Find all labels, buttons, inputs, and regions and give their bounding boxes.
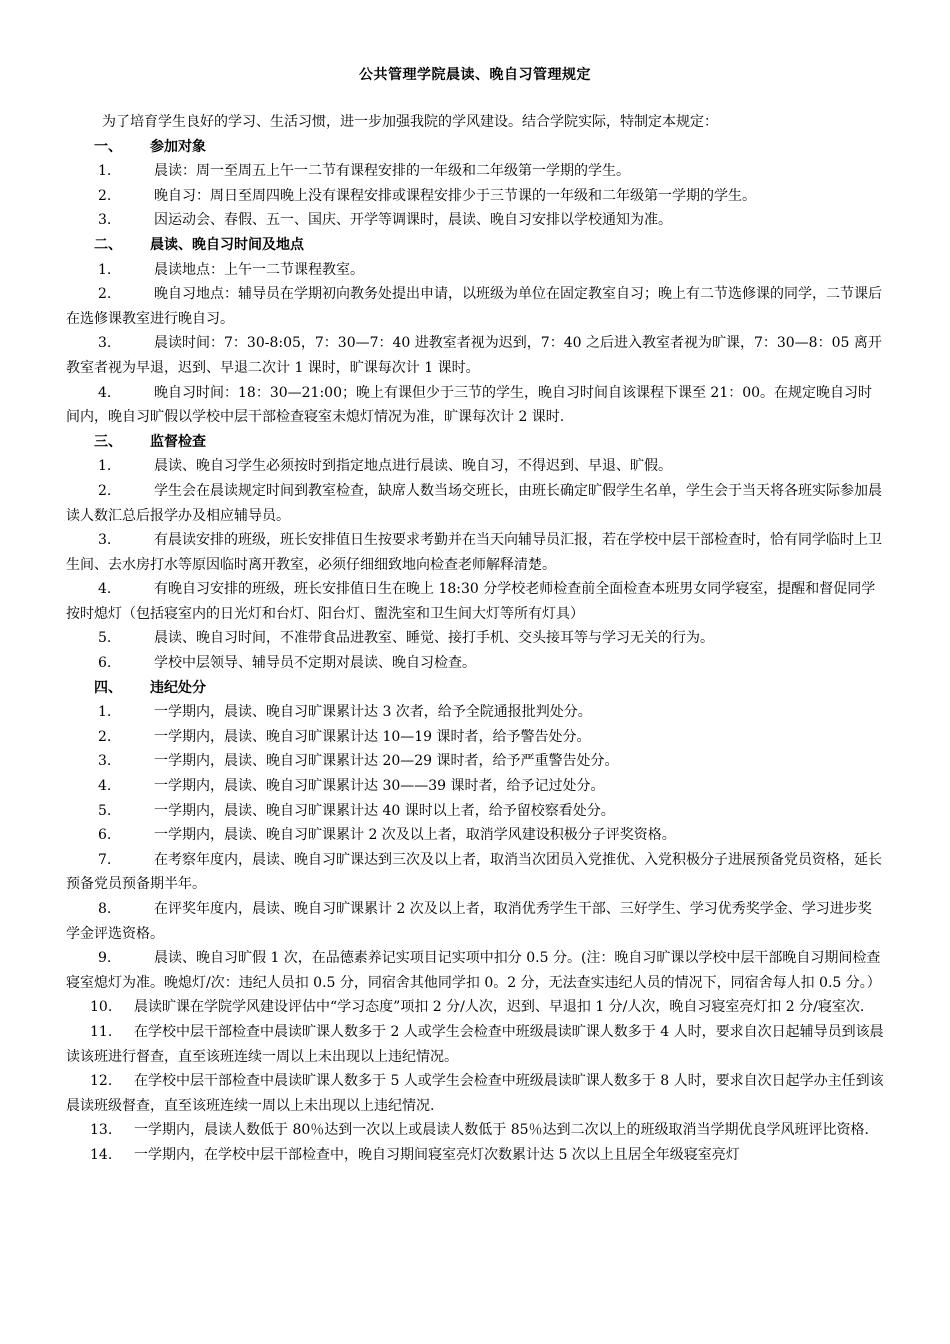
list-item	[66, 799, 884, 824]
list-item	[66, 626, 884, 651]
item-text: 晨读、晚自习旷假 1 次，在品德素养记实项目记实项中扣分 0.5 分。(注：晚自习旷课以学校中层干部晚自习期间检查寝室熄灯为准。晚熄灯/次：违纪人员扣 0.5 分，同宿舍其他同学扣 0。2 分，无法查实违纪人员的情况下，同宿舍每人扣 0.5 分。）	[66, 950, 881, 991]
intro-paragraph: 为了培育学生良好的学习、生活习惯，进一步加强我院的学风建设。结合学院实际，特制定本规定：	[102, 114, 718, 130]
section-title: 晨读、晚自习时间及地点	[150, 236, 304, 253]
item-text: 一学期内，晨读人数低于 80％达到一次以上或晨读人数低于 85％达到二次以上的班级取消当学期优良学风班评比资格.	[134, 1122, 869, 1139]
list-item	[66, 1118, 884, 1143]
item-text: 晨读：周一至周五上午一二节有课程安排的一年级和二年级第一学期的学生。	[154, 163, 630, 180]
item-number: 9.	[98, 950, 112, 967]
item-number: 1.	[98, 704, 112, 721]
item-number: 4.	[98, 778, 112, 795]
section-number: 一、	[94, 138, 122, 155]
item-number: 6.	[98, 827, 112, 844]
item-number: 3.	[98, 532, 112, 549]
item-number: 6.	[98, 655, 112, 672]
item-text: 晚自习：周日至周四晚上没有课程安排或课程安排少于三节课的一年级和二年级第一学期的学生。	[154, 187, 756, 204]
item-text: 一学期内，晨读、晚自习旷课累计达 3 次者，给予全院通报批判处分。	[154, 704, 592, 721]
item-text: 晨读旷课在学院学风建设评估中“学习态度”项扣 2 分/人次，迟到、早退扣 1 分/人次，晚自习寝室亮灯扣 2 分/寝室次.	[134, 999, 865, 1016]
item-number: 2.	[98, 187, 112, 204]
item-text: 晚自习地点：辅导员在学期初向教务处提出申请，以班级为单位在固定教室自习；晚上有二节选修课的同学，二节课后在选修课教室进行晚自习。	[66, 286, 882, 327]
item-number: 3.	[98, 335, 112, 352]
section-heading	[66, 430, 884, 455]
list-item	[66, 700, 884, 725]
item-number: 2.	[98, 286, 112, 303]
item-number: 3.	[98, 753, 112, 770]
item-text: 晚自习时间：18：30—21:00；晚上有课但少于三节的学生，晚自习时间自该课程下课至 21：00。在规定晚自习时间内，晚自习旷假以学校中层干部检查寝室未熄灯情况为准，旷课每次计 2 课时.	[66, 384, 873, 426]
item-text: 有晚自习安排的班级，班长安排值日生在晚上 18:30 分学校老师检查前全面检查本班男女同学寝室，提醒和督促同学按时熄灯（包括寝室内的日光灯和台灯、阳台灯、盥洗室和卫生间大灯等所有灯具）	[66, 581, 876, 622]
item-number: 10.	[90, 999, 113, 1016]
list-item	[66, 1143, 884, 1168]
item-text: 一学期内，晨读、晚自习旷课累计 2 次及以上者，取消学风建设积极分子评奖资格。	[154, 827, 676, 844]
item-text: 一学期内，晨读、晚自习旷课累计达 20—29 课时者，给予严重警告处分。	[154, 753, 619, 770]
document-title: 公共管理学院晨读、晚自习管理规定	[359, 67, 591, 83]
item-number: 4.	[98, 384, 112, 401]
list-item	[66, 848, 884, 897]
list-item	[66, 282, 884, 331]
list-item	[66, 774, 884, 799]
section-heading	[66, 676, 884, 701]
item-number: 14.	[90, 1146, 113, 1163]
item-number: 2.	[98, 482, 112, 499]
item-number: 5.	[98, 802, 112, 819]
list-item	[66, 897, 884, 946]
list-item	[66, 159, 884, 184]
item-text: 一学期内，晨读、晚自习旷课累计达 10—19 课时者，给予警告处分。	[154, 728, 591, 745]
item-number: 1.	[98, 261, 112, 278]
list-item	[66, 331, 884, 380]
item-text: 学生会在晨读规定时间到教室检查，缺席人数当场交班长，由班长确定旷假学生名单，学生会于当天将各班实际参加晨读人数汇总后报学办及相应辅导员。	[66, 482, 882, 524]
document-body	[66, 135, 884, 1168]
list-item	[66, 823, 884, 848]
item-number: 3.	[98, 212, 112, 229]
list-item	[66, 725, 884, 750]
list-item	[66, 184, 884, 209]
item-text: 在学校中层干部检查中晨读旷课人数多于 5 人或学生会检查中班级晨读旷课人数多于 8 人时，要求自次日起学办主任到该晨读班级督查，直至该班连续一周以上未出现以上违纪情况.	[66, 1073, 884, 1114]
item-text: 有晨读安排的班级，班长安排值日生按要求考勤并在当天向辅导员汇报，若在学校中层干部检查时，恰有同学临时上卫生间、去水房打水等原因临时离开教室，必须仔细细致地向检查老师解释清楚。	[66, 532, 882, 573]
section-number: 二、	[94, 236, 122, 253]
item-text: 一学期内，晨读、晚自习旷课累计达 30——39 课时者，给予记过处分。	[154, 778, 605, 795]
section-title: 监督检查	[150, 433, 206, 450]
item-text: 学校中层领导、辅导员不定期对晨读、晚自习检查。	[154, 655, 476, 672]
item-text: 在学校中层干部检查中晨读旷课人数多于 2 人或学生会检查中班级晨读旷课人数多于 4 人时，要求自次日起辅导员到该晨读该班进行督查，直至该班连续一周以上未出现以上违纪情况。	[66, 1023, 884, 1065]
list-item	[66, 528, 884, 577]
list-item	[66, 995, 884, 1020]
item-number: 13.	[90, 1122, 113, 1139]
item-number: 1.	[98, 458, 112, 475]
item-number: 12.	[90, 1073, 113, 1090]
item-number: 4.	[98, 581, 112, 598]
item-text: 一学期内，晨读、晚自习旷课累计达 40 课时以上者，给予留校察看处分。	[154, 802, 615, 819]
section-heading	[66, 233, 884, 258]
item-text: 一学期内，在学校中层干部检查中，晚自习期间寝室亮灯次数累计达 5 次以上且居全年级寝室亮灯	[134, 1146, 740, 1163]
list-item	[66, 258, 884, 283]
list-item	[66, 479, 884, 528]
section-title: 参加对象	[150, 138, 206, 155]
list-item	[66, 454, 884, 479]
item-text: 晨读、晚自习学生必须按时到指定地点进行晨读、晚自习，不得迟到、早退、旷假。	[154, 458, 672, 475]
list-item	[66, 651, 884, 676]
list-item	[66, 208, 884, 233]
section-heading	[66, 135, 884, 160]
item-text: 晨读地点：上午一二节课程教室。	[154, 261, 364, 278]
item-number: 11.	[90, 1023, 113, 1040]
item-text: 在评奖年度内，晨读、晚自习旷课累计 2 次及以上者，取消优秀学生干部、三好学生、学习优秀奖学金、学习进步奖学金评选资格。	[66, 901, 872, 942]
list-item	[66, 381, 884, 430]
item-text: 晨读时间：7：30-8:05，7：30—7：40 进教室者视为迟到，7：40 之后进入教室者视为旷课，7：30—8：05 离开教室者视为早退，迟到、早退二次计 1 课时，旷课每次计 1 课时。	[66, 335, 882, 376]
item-text: 晨读、晚自习时间，不准带食品进教室、睡觉、接打手机、交头接耳等与学习无关的行为。	[154, 630, 714, 647]
section-number: 四、	[94, 679, 122, 696]
item-number: 1.	[98, 163, 112, 180]
list-item	[66, 749, 884, 774]
section-title: 违纪处分	[150, 679, 206, 696]
item-text: 因运动会、春假、五一、国庆、开学等调课时，晨读、晚自习安排以学校通知为准。	[154, 212, 672, 229]
item-number: 2.	[98, 728, 112, 745]
section-number: 三、	[94, 433, 122, 450]
list-item	[66, 577, 884, 626]
item-number: 5.	[98, 630, 112, 647]
list-item	[66, 946, 884, 995]
list-item	[66, 1069, 884, 1118]
item-number: 7.	[98, 851, 112, 868]
item-number: 8.	[98, 901, 112, 917]
item-text: 在考察年度内，晨读、晚自习旷课达到三次及以上者，取消当次团员入党推优、入党积极分子进展预备党员资格，延长预备党员预备期半年。	[66, 851, 882, 893]
list-item	[66, 1020, 884, 1069]
